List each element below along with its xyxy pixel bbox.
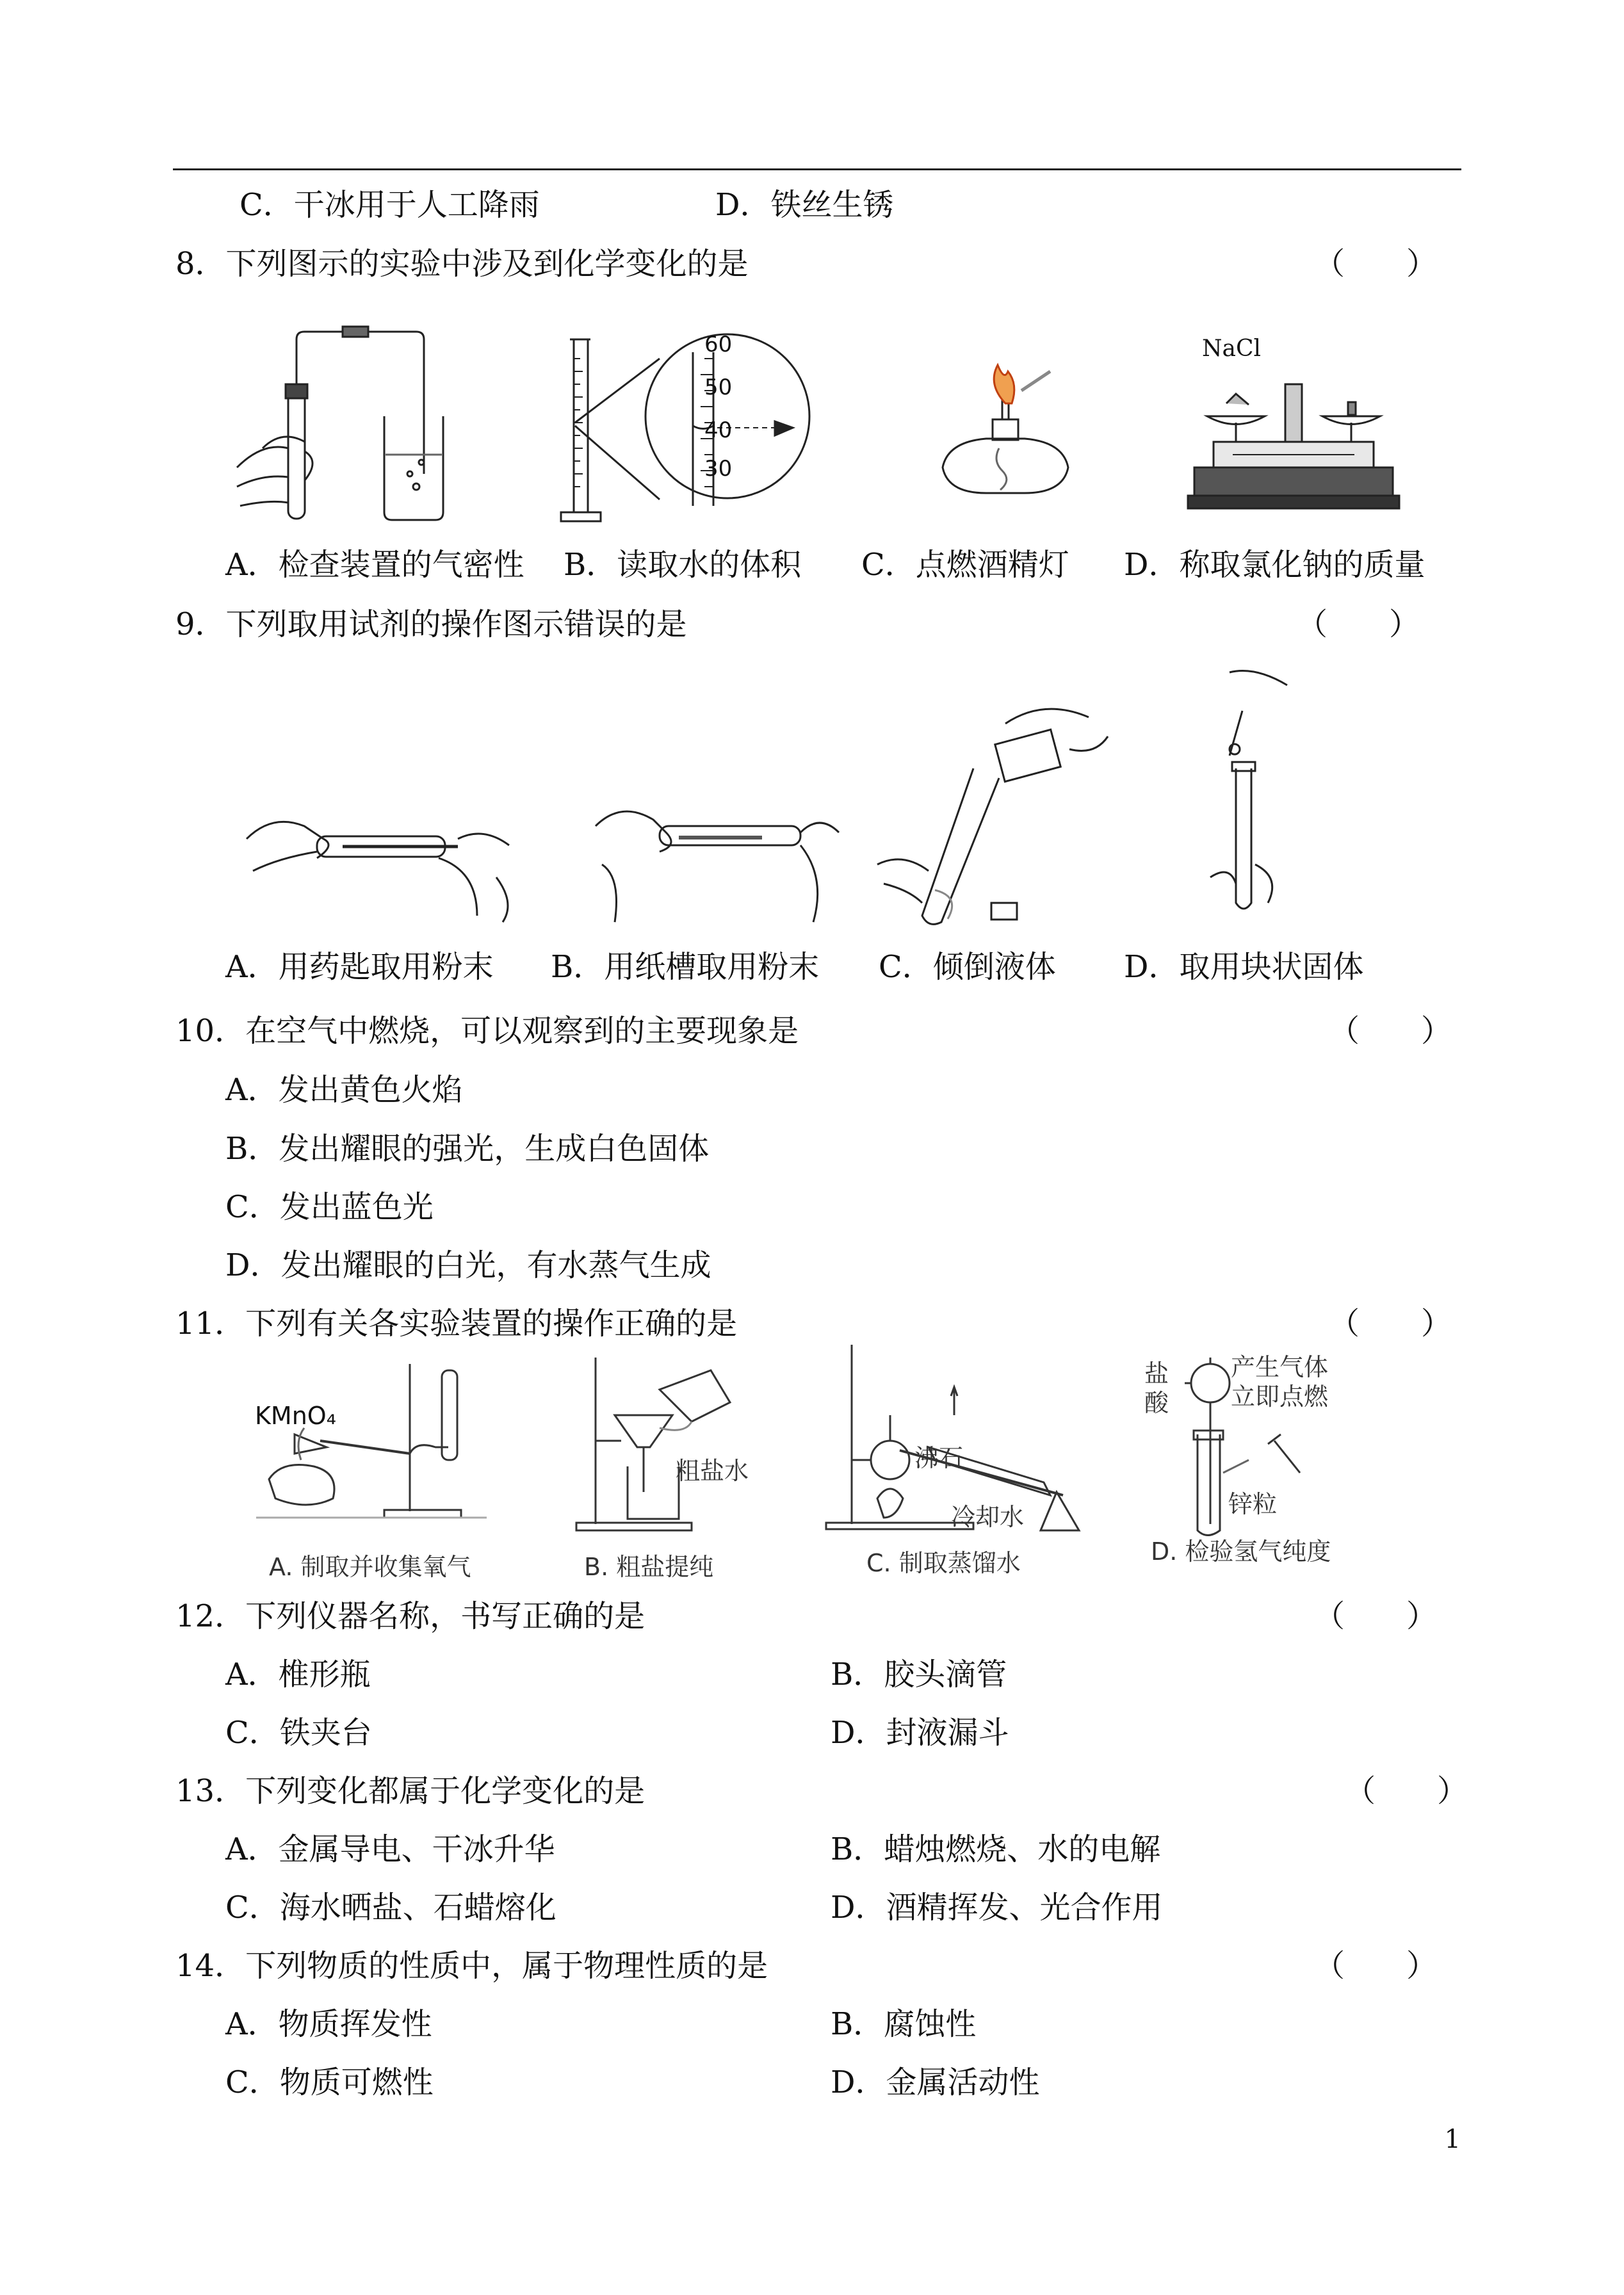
q14-option-d: D．金属活动性 — [831, 2064, 1040, 2100]
q13-option-d: D．酒精挥发、光合作用 — [831, 1890, 1163, 1926]
option-d-prev: D．铁丝生锈 — [715, 187, 894, 223]
q8-option-b: B．读取水的体积 — [564, 547, 802, 583]
q13-answer-paren: （ ） — [1345, 1773, 1468, 1809]
q9-figure-b — [596, 800, 839, 929]
nacl-label: NaCl — [1202, 336, 1262, 362]
q13-option-c: C．海水晒盐、石蜡熔化 — [225, 1890, 556, 1926]
q10-option-c: C．发出蓝色光 — [225, 1189, 434, 1225]
q8-option-c: C．点燃酒精灯 — [861, 547, 1069, 583]
q13-option-b: B．蜡烛燃烧、水的电解 — [831, 1831, 1161, 1867]
header-rule — [173, 168, 1461, 170]
q10-option-a: A．发出黄色火焰 — [225, 1072, 463, 1108]
q11-d-gas-label-2: 立即点燃 — [1231, 1383, 1329, 1411]
q14-option-b: B．腐蚀性 — [831, 2006, 977, 2042]
q14-option-a: A．物质挥发性 — [225, 2006, 432, 2042]
q14-answer-paren: （ ） — [1314, 1948, 1438, 1984]
q12-option-b: B．胶头滴管 — [831, 1657, 1007, 1692]
q12-stem: 12．下列仪器名称，书写正确的是 — [175, 1598, 646, 1634]
q11-figure-b — [564, 1351, 743, 1537]
q11-caption-c: C. 制取蒸馏水 — [866, 1549, 1021, 1577]
q14-option-c: C．物质可燃性 — [225, 2064, 434, 2100]
q8-answer-paren: （ ） — [1314, 246, 1438, 282]
q8-figure-c — [929, 365, 1082, 525]
q8-figure-d — [1188, 359, 1399, 525]
q10-answer-paren: （ ） — [1329, 1013, 1452, 1049]
q9-answer-paren: （ ） — [1297, 606, 1420, 642]
q11-caption-b: B. 粗盐提纯 — [584, 1553, 714, 1581]
q8-option-d: D．称取氯化钠的质量 — [1124, 547, 1425, 583]
q12-option-a: A．椎形瓶 — [225, 1657, 371, 1692]
q11-caption-d: D. 检验氢气纯度 — [1151, 1537, 1331, 1566]
q13-stem: 13．下列变化都属于化学变化的是 — [175, 1773, 646, 1809]
q8-option-a: A．检查装置的气密性 — [225, 547, 524, 583]
q11-b-salt-label: 粗盐水 — [676, 1457, 749, 1485]
cylinder-label-60: 60 — [704, 332, 733, 357]
q11-d-acid-label-2: 酸 — [1144, 1389, 1169, 1417]
q11-d-gas-label-1: 产生气体 — [1231, 1353, 1329, 1381]
page-number: 1 — [1444, 2125, 1461, 2154]
q8-stem: 8．下列图示的实验中涉及到化学变化的是 — [175, 246, 749, 282]
q9-stem: 9．下列取用试剂的操作图示错误的是 — [175, 606, 687, 642]
cylinder-label-30: 30 — [704, 456, 733, 482]
q11-stem: 11．下列有关各实验装置的操作正确的是 — [175, 1306, 738, 1342]
q11-figure-a — [256, 1364, 512, 1537]
q11-d-acid-label-1: 盐 — [1144, 1359, 1169, 1388]
q14-stem: 14．下列物质的性质中，属于物理性质的是 — [175, 1948, 768, 1984]
q12-answer-paren: （ ） — [1314, 1598, 1438, 1634]
q9-option-d: D．取用块状固体 — [1124, 949, 1364, 985]
q8-figure-a — [224, 320, 435, 531]
q11-c-boiling-stone-label: 沸石 — [914, 1444, 964, 1472]
q10-stem: 10．在空气中燃烧，可以观察到的主要现象是 — [175, 1013, 799, 1049]
q11-c-cooling-water-label: 冷却水 — [951, 1503, 1025, 1531]
option-c-prev: C．干冰用于人工降雨 — [240, 187, 540, 223]
q13-option-a: A．金属导电、干冰升华 — [225, 1831, 555, 1867]
kmno4-label: KMnO₄ — [255, 1402, 336, 1430]
q9-figure-d — [1191, 672, 1319, 929]
q12-option-d: D．封液漏斗 — [831, 1715, 1009, 1751]
q10-option-d: D．发出耀眼的白光，有水蒸气生成 — [225, 1247, 711, 1283]
q12-option-c: C．铁夹台 — [225, 1715, 372, 1751]
q10-option-b: B．发出耀眼的强光，生成白色固体 — [225, 1131, 710, 1167]
q9-figure-c — [877, 698, 1114, 929]
q8-figure-b — [557, 314, 826, 525]
q9-option-a: A．用药匙取用粉末 — [225, 949, 494, 985]
q9-figure-a — [247, 800, 516, 929]
cylinder-label-40: 40 — [704, 418, 733, 443]
q9-option-c: C．倾倒液体 — [879, 949, 1056, 985]
q11-caption-a: A. 制取并收集氧气 — [269, 1553, 471, 1581]
q11-answer-paren: （ ） — [1329, 1306, 1452, 1342]
cylinder-label-50: 50 — [704, 375, 733, 400]
q9-option-b: B．用纸槽取用粉末 — [551, 949, 820, 985]
q11-d-zinc-label: 锌粒 — [1228, 1490, 1278, 1518]
